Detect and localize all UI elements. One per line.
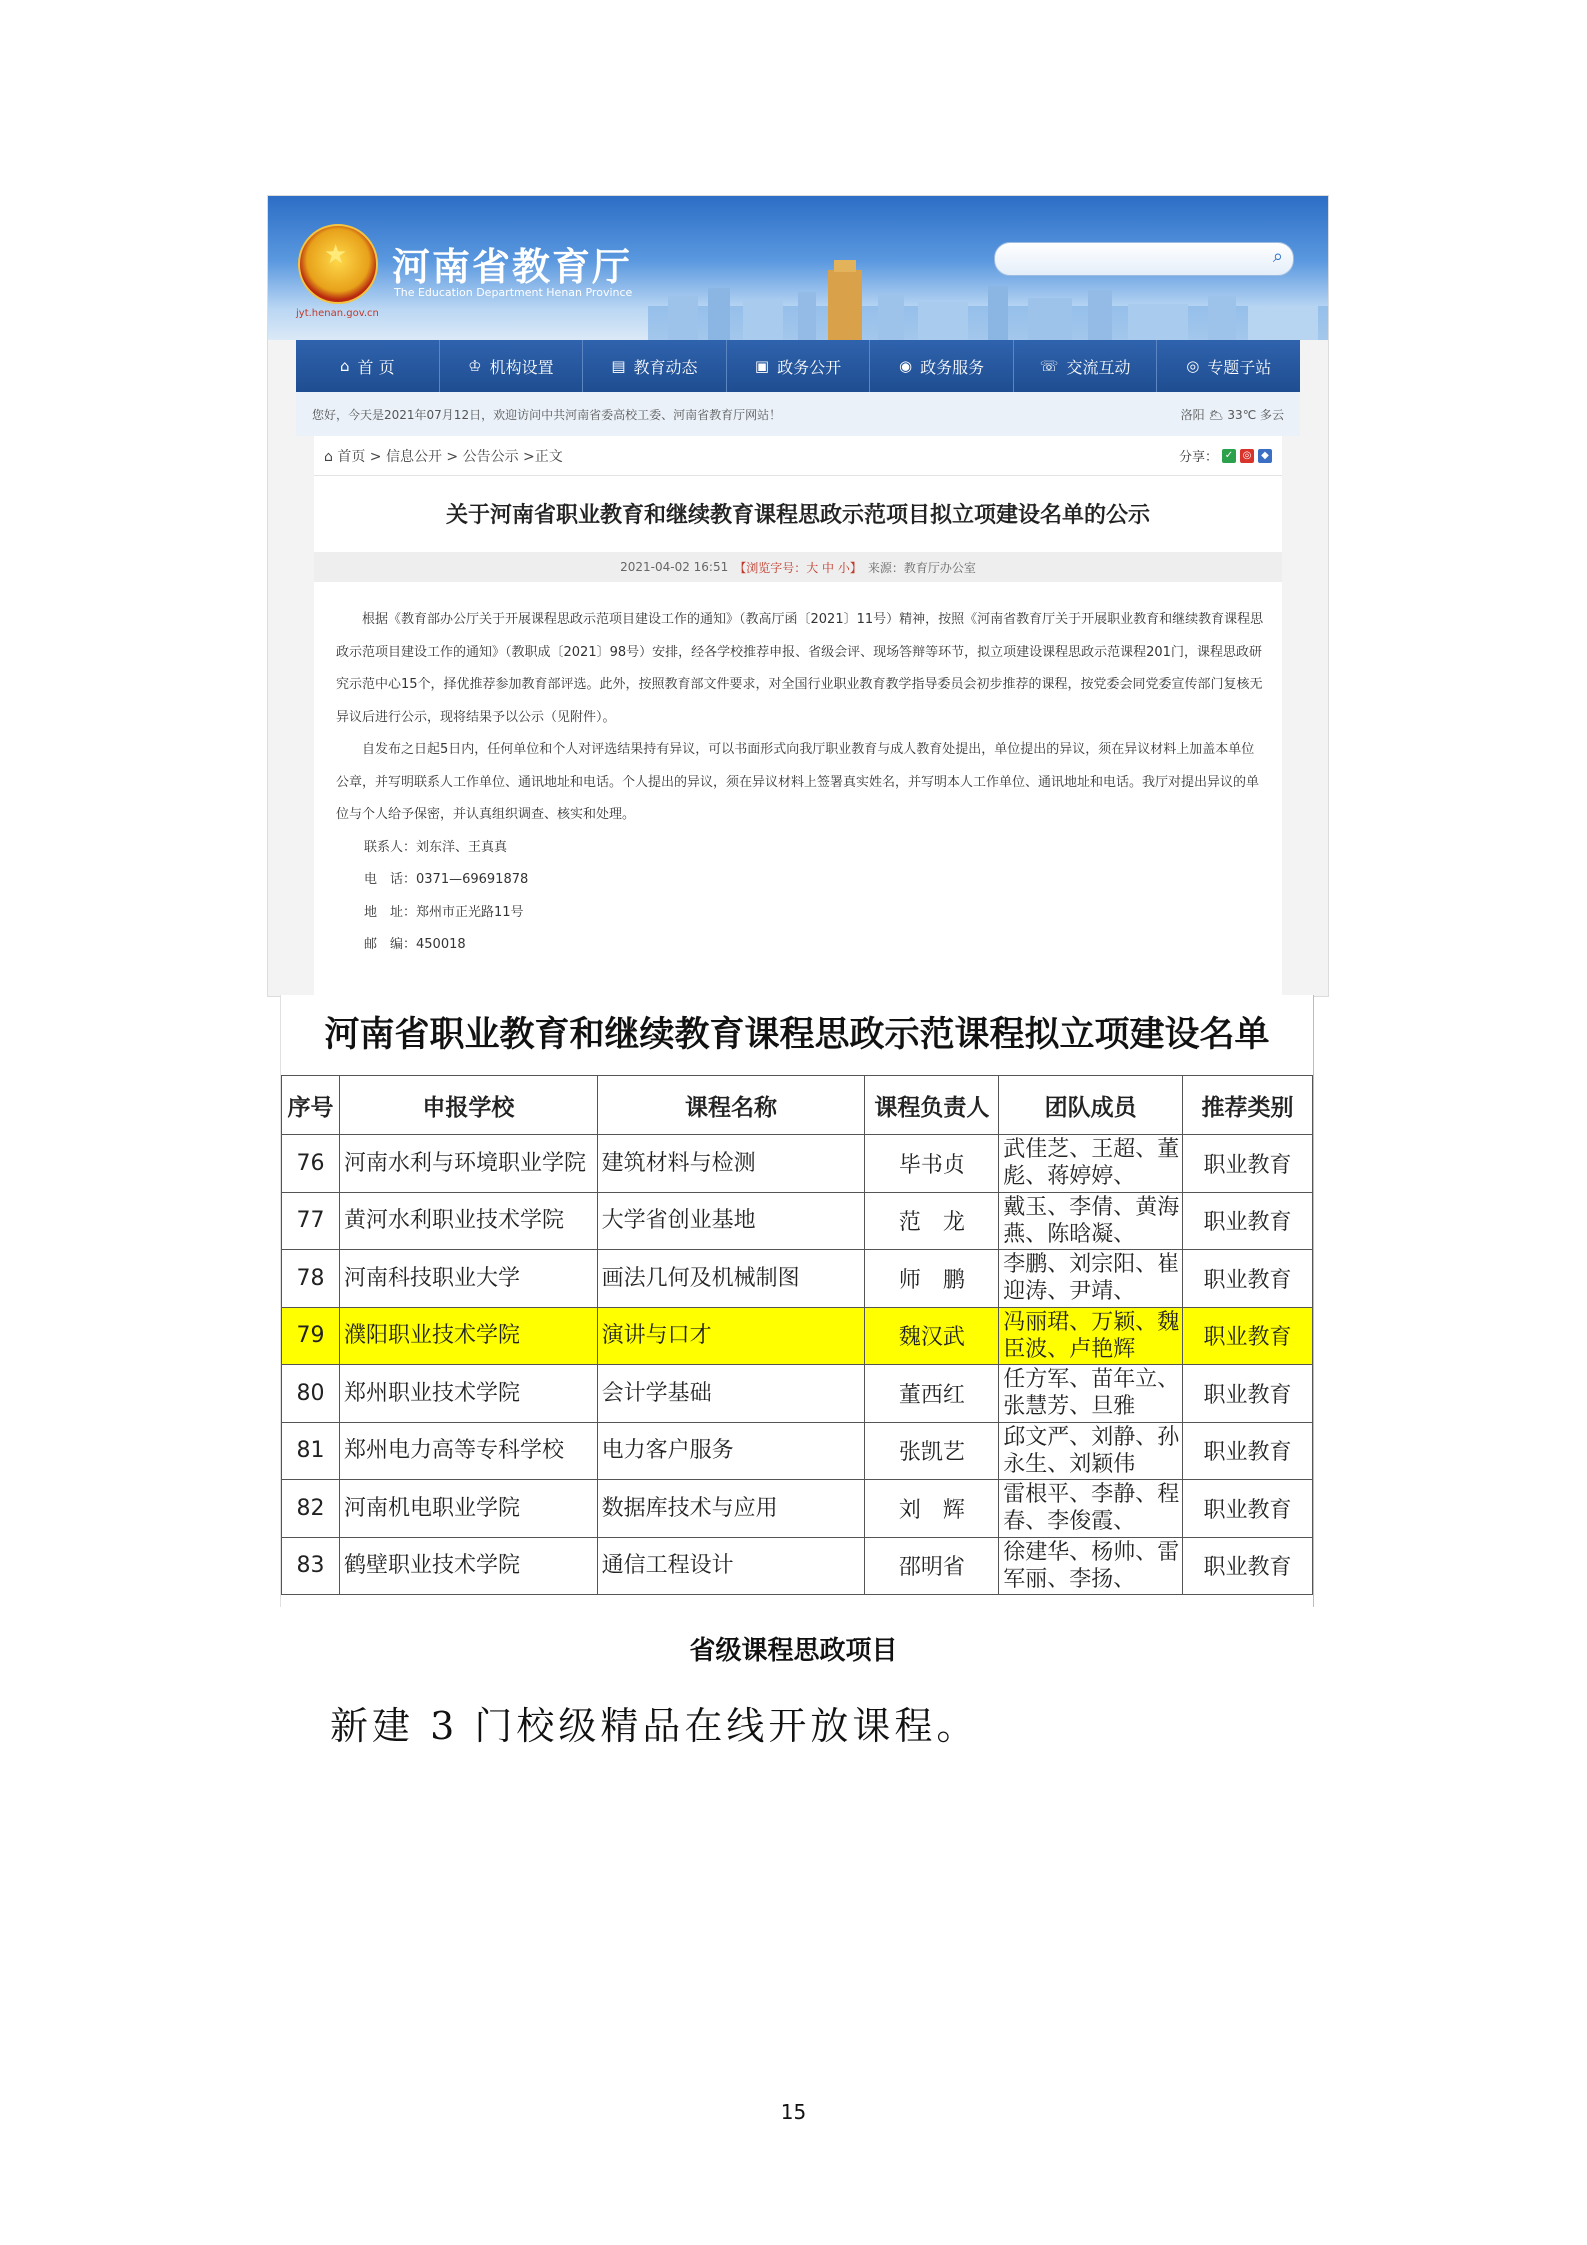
article-content [314,436,1282,996]
header-cell: 课程名称 [597,1076,865,1135]
type-cell: 职业教育 [1183,1192,1313,1250]
body-paragraph: 自发布之日起5日内，任何单位和个人对评选结果持有异议，可以书面形式向我厅职业教育与成人教育处提出，单位提出的异议，须在异议材料上加盖本单位公章，并写明联系人工作单位、通讯地址和电话。个人提出的异议，须在异议材料上签署真实姓名，并写明本人工作单位、通讯地址和电话。我厅对提出异议的单位与个人给予保密，并认真组织调查、核实和处理。 [336,742,1260,822]
home-icon: ⌂ [339,357,350,375]
type-cell: 职业教育 [1183,1307,1313,1365]
nav-item-services[interactable]: ◉ 政务服务 [870,340,1014,392]
organization-icon: ♔ [468,357,482,375]
qq-share-icon[interactable]: ◆ [1258,449,1272,463]
course-list-table-image [280,995,1314,1607]
row-number: 77 [282,1192,340,1250]
type-cell: 职业教育 [1183,1422,1313,1480]
type-cell: 职业教育 [1183,1480,1313,1538]
document-icon: ▣ [754,357,770,375]
national-emblem-icon: ★ [298,224,378,304]
table-header-row [282,1076,1313,1135]
school-cell: 黄河水利职业技术学院 [339,1192,597,1250]
site-title[interactable]: 河南省教育厅 [392,245,633,289]
weibo-share-icon[interactable]: ◎ [1240,449,1254,463]
phone-icon: ☏ [1039,357,1059,375]
contact-postcode: 邮 编：450018 [364,937,466,952]
figure-caption: 省级课程思政项目 [689,1636,898,1666]
publish-date: 2021-04-02 16:51 [620,560,729,574]
table-row [282,1480,1313,1538]
lead-cell: 董西红 [865,1365,999,1423]
row-number: 76 [282,1135,340,1193]
team-cell: 任方军、苗年立、张慧芳、旦雅 [999,1365,1183,1423]
course-cell: 建筑材料与检测 [597,1135,865,1193]
table-row [282,1192,1313,1250]
row-number: 78 [282,1250,340,1308]
course-cell: 画法几何及机械制图 [597,1250,865,1308]
course-cell: 大学省创业基地 [597,1192,865,1250]
welcome-text: 您好，今天是2021年07月12日，欢迎访问中共河南省委高校工委、河南省教育厅网站！ [312,407,782,422]
course-cell: 会计学基础 [597,1365,865,1423]
team-cell: 李鹏、刘宗阳、崔迎涛、尹靖、 [999,1250,1183,1308]
course-cell: 演讲与口才 [597,1307,865,1365]
nav-item-subsites[interactable]: ◎ 专题子站 [1186,357,1272,377]
type-cell: 职业教育 [1183,1365,1313,1423]
school-cell: 鹤壁职业技术学院 [339,1537,597,1595]
table-title: 河南省职业教育和继续教育课程思政示范课程拟立项建设名单 [324,1014,1270,1055]
type-cell: 职业教育 [1183,1135,1313,1193]
lead-cell: 魏汉武 [865,1307,999,1365]
row-number: 81 [282,1422,340,1480]
service-icon: ◉ [899,357,913,375]
target-icon: ◎ [1186,357,1200,375]
breadcrumb[interactable]: ⌂ 首页 > 信息公开 > 公告公示 >正文 [324,448,563,465]
school-cell: 河南机电职业学院 [339,1480,597,1538]
body-paragraph: 根据《教育部办公厅关于开展课程思政示范项目建设工作的通知》（教高厅函〔2021〕11号）精神，按照《河南省教育厅关于开展职业教育和继续教育课程思政示范项目建设工作的通知》（教职成〔2021〕98号）安排，经各学校推荐申报、省级会评、现场答辩等环节，拟立项建设课程思政示范课程201门，课程思政研究示范中心15个，择优推荐参加教育部评选。此外，按照教育部文件要求，对全国行业职业教育教学指导委员会初步推荐的课程，按党委会同党委宣传部门复核无异议后进行公示，现将结果予以公示（见附件）。 [336,612,1264,725]
header-cell: 课程负责人 [865,1076,999,1135]
lead-cell: 张凯艺 [865,1422,999,1480]
main-navigation [296,340,1300,392]
type-cell: 职业教育 [1183,1537,1313,1595]
row-number: 83 [282,1537,340,1595]
table-row [282,1250,1313,1308]
school-cell: 濮阳职业技术学院 [339,1307,597,1365]
site-banner [268,196,1328,340]
welcome-notice-bar [296,392,1300,436]
site-url[interactable]: jyt.henan.gov.cn [296,308,379,319]
school-cell: 郑州职业技术学院 [339,1365,597,1423]
team-cell: 雷根平、李静、程春、李俊霞、 [999,1480,1183,1538]
news-icon: ▤ [611,357,626,375]
contact-phone: 电 话：0371—69691878 [364,872,529,887]
row-number: 79 [282,1307,340,1365]
share-label: 分享： [1178,450,1218,465]
search-icon[interactable]: ⌕ [1272,246,1283,267]
header-cell: 序号 [282,1076,340,1135]
search-input[interactable] [994,242,1294,276]
article-body [336,604,1264,962]
article-meta [314,552,1282,582]
course-cell: 电力客户服务 [597,1422,865,1480]
lead-cell: 师 鹏 [865,1250,999,1308]
breadcrumb-row [314,436,1282,476]
team-cell: 冯丽珺、万颖、魏臣波、卢艳辉 [999,1307,1183,1365]
team-cell: 戴玉、李倩、黄海燕、陈晗凝、 [999,1192,1183,1250]
header-cell: 推荐类别 [1183,1076,1313,1135]
share-bar [1179,446,1272,465]
header-cell: 申报学校 [339,1076,597,1135]
page-number: 15 [780,2100,807,2124]
wechat-share-icon[interactable]: ✓ [1222,449,1236,463]
team-cell: 徐建华、杨帅、雷军丽、李扬、 [999,1537,1183,1595]
table-row [282,1135,1313,1193]
course-list-table [281,1075,1313,1595]
school-cell: 河南科技职业大学 [339,1250,597,1308]
nav-item-interaction[interactable]: ☏ 交流互动 [1014,340,1158,392]
contact-person: 联系人：刘东洋、王真真 [364,839,508,855]
site-subtitle: The Education Department Henan Province [394,286,633,299]
lead-cell: 刘 辉 [865,1480,999,1538]
type-cell: 职业教育 [1183,1250,1313,1308]
nav-item-news[interactable]: ▤ 教育动态 [583,340,727,392]
table-row [282,1537,1313,1595]
school-cell: 郑州电力高等专科学校 [339,1422,597,1480]
contact-address: 地 址：郑州市正光路11号 [364,904,524,920]
lead-cell: 毕书贞 [865,1135,999,1193]
nav-item-organization[interactable]: ♔ 机构设置 [440,340,584,392]
lead-cell: 范 龙 [865,1192,999,1250]
course-cell: 数据库技术与应用 [597,1480,865,1538]
team-cell: 武佳芝、王超、董彪、蒋婷婷、 [999,1135,1183,1193]
school-cell: 河南水利与环境职业学院 [339,1135,597,1193]
lead-cell: 邵明省 [865,1537,999,1595]
body-paragraph: 新建 3 门校级精品在线开放课程。 [330,1704,979,1748]
table-row [282,1422,1313,1480]
row-number: 80 [282,1365,340,1423]
font-size-selector[interactable]: 【浏览字号：大 中 小】 [734,560,862,575]
header-cell: 团队成员 [999,1076,1183,1135]
table-row-highlighted [282,1307,1313,1365]
table-row [282,1365,1313,1423]
row-number: 82 [282,1480,340,1538]
team-cell: 邱文严、刘静、孙永生、刘颖伟 [999,1422,1183,1480]
course-cell: 通信工程设计 [597,1537,865,1595]
nav-item-disclosure[interactable]: ▣ 政务公开 [727,340,871,392]
article-source: 来源：教育厅办公室 [867,560,976,575]
article-title: 关于河南省职业教育和继续教育课程思政示范项目拟立项建设名单的公示 [445,503,1150,528]
website-screenshot [267,195,1329,997]
nav-item-home[interactable]: ⌂ 首 页 [296,340,440,392]
weather-info: 洛阳 🌥 33℃ 多云 [1180,407,1284,422]
